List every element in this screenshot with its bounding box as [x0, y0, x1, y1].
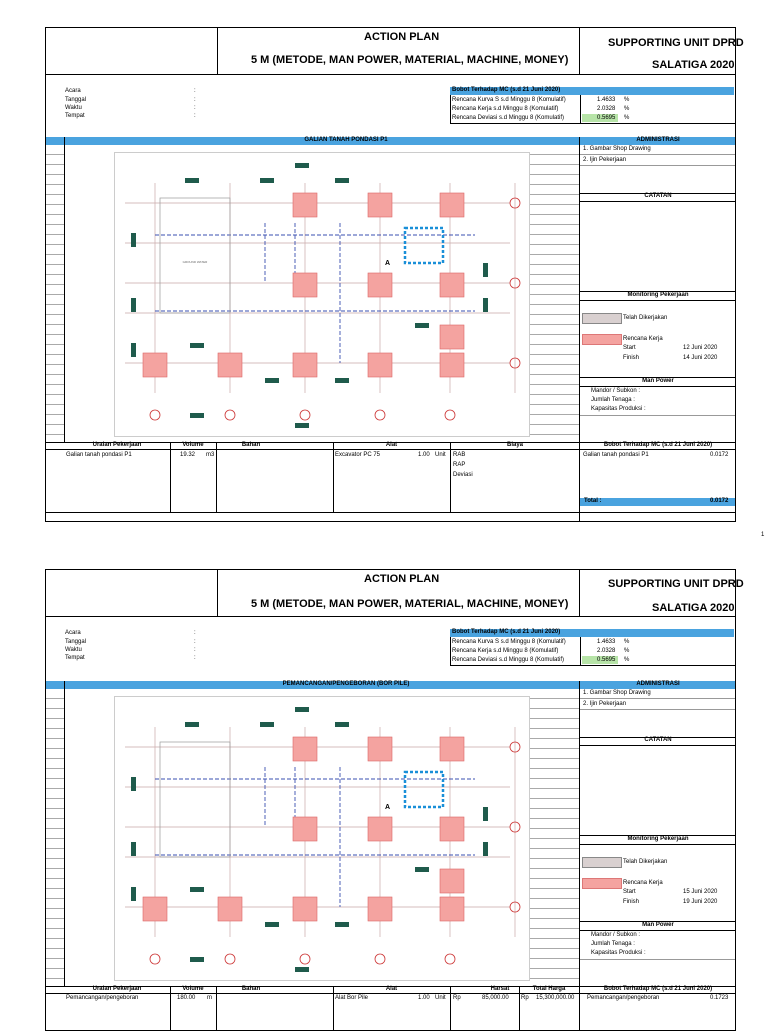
bobot-row-label: Rencana Kerja s.d Minggu 8 (Komulatif): [452, 106, 559, 112]
bobot-row-unit: %: [624, 648, 630, 654]
sheet-title: ACTION PLAN: [364, 573, 440, 585]
foundation-plan-svg: [115, 153, 529, 436]
bobot-row-unit: %: [624, 639, 630, 645]
manpower-item: Mandor / Subkon :: [591, 388, 641, 394]
info-colon: :: [194, 113, 196, 119]
admin-header: ADMINISTRASI: [636, 137, 680, 143]
info-acara: Acara: [65, 88, 81, 94]
row-alat-qty: 1.00: [418, 452, 430, 458]
manpower-header: Man Power: [642, 378, 674, 384]
col-uraian: Uraian Pekerjaan: [92, 442, 142, 448]
monitoring-header: Monitoring Pekerjaan: [627, 836, 689, 842]
bobot-row-label: Rencana Deviasi s.d Minggu 8 (Komulatif): [452, 115, 565, 121]
info-colon: :: [194, 655, 196, 661]
biaya-item: Deviasi: [453, 472, 473, 478]
legend-plan-label: Rencana Kerja: [623, 336, 663, 342]
col-biaya: Biaya: [506, 442, 523, 448]
svg-text:A: A: [385, 804, 391, 811]
bobot-bottom-value: 0.0172: [710, 452, 729, 458]
row-alat: Excavator PC 75: [335, 452, 381, 458]
sheet-subtitle: 5 M (METODE, MAN POWER, MATERIAL, MACHINE, MONEY): [251, 54, 569, 66]
admin-item: 2. Ijin Pekerjaan: [583, 701, 627, 707]
bobot-row-unit: %: [624, 106, 630, 112]
bobot-bottom-item: Galian tanah pondasi P1: [583, 452, 649, 458]
bobot-row-value: 2.0328: [597, 648, 616, 654]
city-year: SALATIGA 2020: [652, 602, 735, 614]
left-ruled-lines: [46, 145, 64, 441]
row-volume: 19.32: [180, 452, 196, 458]
col-volume: Volume: [182, 442, 204, 448]
col-uraian: Uraian Pekerjaan: [92, 986, 142, 992]
section-title: GALIAN TANAH PONDASI P1: [304, 137, 388, 143]
info-tanggal: Tanggal: [65, 97, 87, 103]
info-tanggal: Tanggal: [65, 639, 87, 645]
start-date: 12 Juni 2020: [683, 345, 718, 351]
sheet-subtitle: 5 M (METODE, MAN POWER, MATERIAL, MACHINE, MONEY): [251, 598, 569, 610]
foundation-plan-svg: [115, 697, 529, 980]
sheet-title: ACTION PLAN: [364, 31, 440, 43]
bobot-bottom-item: Pemancangan/pengeboran: [587, 995, 660, 1001]
row-harsat: 85,000.00: [482, 995, 509, 1001]
city-year: SALATIGA 2020: [652, 59, 735, 71]
row-alat-unit: Unit: [435, 995, 446, 1001]
row-vol-unit: m3: [206, 452, 215, 458]
bobot-row-unit: %: [624, 97, 630, 103]
section-title: PEMANCANGAN/PENGEBORAN (BOR PILE): [282, 681, 410, 687]
right-ruled-lines: [524, 145, 579, 441]
row-uraian: Galian tanah pondasi P1: [66, 452, 132, 458]
legend-plan-label: Rencana Kerja: [623, 880, 663, 886]
total-value: 0.0172: [710, 498, 729, 504]
info-colon: :: [194, 88, 196, 94]
row-alat: Alat Bor Pile: [335, 995, 369, 1001]
admin-header: ADMINISTRASI: [636, 681, 680, 687]
manpower-item: Kapasitas Produksi :: [591, 950, 646, 956]
biaya-item: RAB: [453, 452, 466, 458]
row-vol-unit: m: [207, 995, 212, 1001]
bobot-bottom-value: 0.1723: [710, 995, 729, 1001]
page-number: 1: [761, 532, 765, 538]
action-plan-sheet-1: [45, 27, 744, 522]
row-volume: 180.00: [177, 995, 196, 1001]
bobot-header: Bobot Terhadap MC (s.d 21 Juni 2020): [452, 629, 561, 635]
info-colon: :: [194, 97, 196, 103]
manpower-item: Kapasitas Produksi :: [591, 406, 646, 412]
col-bahan: Bahan: [241, 986, 261, 992]
manpower-item: Jumlah Tenaga :: [591, 397, 635, 403]
finish-label: Finish: [623, 899, 640, 905]
row-alat-unit: Unit: [435, 452, 446, 458]
legend-plan-swatch: [582, 334, 622, 345]
bobot-row-value: 1.4633: [597, 639, 616, 645]
foundation-plan-drawing: [114, 152, 530, 437]
info-tempat: Tempat: [65, 113, 85, 119]
bobot-row-unit: %: [624, 657, 630, 663]
bobot-row-label: Rencana Deviasi s.d Minggu 8 (Komulatif): [452, 657, 565, 663]
legend-done-label: Telah Dikerjakan: [623, 859, 668, 865]
info-colon: :: [194, 630, 196, 636]
info-waktu: Waktu: [65, 647, 82, 653]
manpower-item: Mandor / Subkon :: [591, 932, 641, 938]
legend-plan-swatch: [582, 878, 622, 889]
bobot-row-value: 0.5695: [597, 115, 616, 121]
info-waktu: Waktu: [65, 105, 82, 111]
manpower-header: Man Power: [642, 922, 674, 928]
col-volume: Volume: [182, 986, 204, 992]
start-label: Start: [623, 345, 636, 351]
info-colon: :: [194, 105, 196, 111]
finish-date: 14 Juni 2020: [683, 355, 718, 361]
col-alat: Alat: [385, 986, 398, 992]
admin-item: 2. Ijin Pekerjaan: [583, 157, 627, 163]
unit-name: SUPPORTING UNIT DPRD: [608, 578, 744, 590]
info-colon: :: [194, 639, 196, 645]
bobot-row-value: 2.0328: [597, 106, 616, 112]
bobot-header: Bobot Terhadap MC (s.d 21 Juni 2020): [452, 87, 561, 93]
info-tempat: Tempat: [65, 655, 85, 661]
unit-name: SUPPORTING UNIT DPRD: [608, 37, 744, 49]
info-colon: :: [194, 647, 196, 653]
bobot-row-unit: %: [624, 115, 630, 121]
start-date: 15 Juni 2020: [683, 889, 718, 895]
action-plan-sheet-2: [45, 569, 744, 1031]
legend-done-swatch: [582, 857, 622, 868]
right-ruled-lines: [524, 689, 579, 986]
row-alat-qty: 1.00: [418, 995, 430, 1001]
bobot-bottom-header: Bobot Terhadap MC (s.d 21 Juni 2020): [603, 986, 713, 992]
row-total: 15,300,000.00: [536, 995, 575, 1001]
finish-label: Finish: [623, 355, 640, 361]
bobot-row-label: Rencana Kerja s.d Minggu 8 (Komulatif): [452, 648, 559, 654]
bobot-row-label: Rencana Kurva S s.d Minggu 8 (Komulatif): [452, 639, 566, 645]
col-total-harga: Total Harga: [532, 986, 566, 992]
legend-done-label: Telah Dikerjakan: [623, 315, 668, 321]
bobot-row-value: 1.4633: [597, 97, 616, 103]
col-harsat: Harsat: [490, 986, 510, 992]
start-label: Start: [623, 889, 636, 895]
left-ruled-lines: [46, 689, 64, 986]
svg-text:A: A: [385, 260, 391, 267]
bobot-bottom-header: Bobot Terhadap MC (s.d 21 Juni 2020): [603, 442, 713, 448]
finish-date: 19 Juni 2020: [683, 899, 718, 905]
legend-done-swatch: [582, 313, 622, 324]
catatan-header: CATATAN: [644, 737, 672, 743]
monitoring-header: Monitoring Pekerjaan: [627, 292, 689, 298]
manpower-item: Jumlah Tenaga :: [591, 941, 635, 947]
admin-item: 1. Gambar Shop Drawing: [583, 146, 651, 152]
row-total-cur: Rp: [521, 995, 529, 1001]
bobot-row-label: Rencana Kurva S s.d Minggu 8 (Komulatif): [452, 97, 566, 103]
biaya-item: RAP: [453, 462, 466, 468]
svg-text:GROUND WATER: GROUND WATER: [182, 260, 208, 264]
row-harsat-cur: Rp: [453, 995, 461, 1001]
info-acara: Acara: [65, 630, 81, 636]
total-label: Total :: [584, 498, 602, 504]
row-uraian: Pemancangan/pengeboran: [66, 995, 139, 1001]
col-bahan: Bahan: [241, 442, 261, 448]
admin-item: 1. Gambar Shop Drawing: [583, 690, 651, 696]
catatan-header: CATATAN: [644, 193, 672, 199]
col-alat: Alat: [385, 442, 398, 448]
foundation-plan-drawing: [114, 696, 530, 981]
bobot-row-value: 0.5695: [597, 657, 616, 663]
